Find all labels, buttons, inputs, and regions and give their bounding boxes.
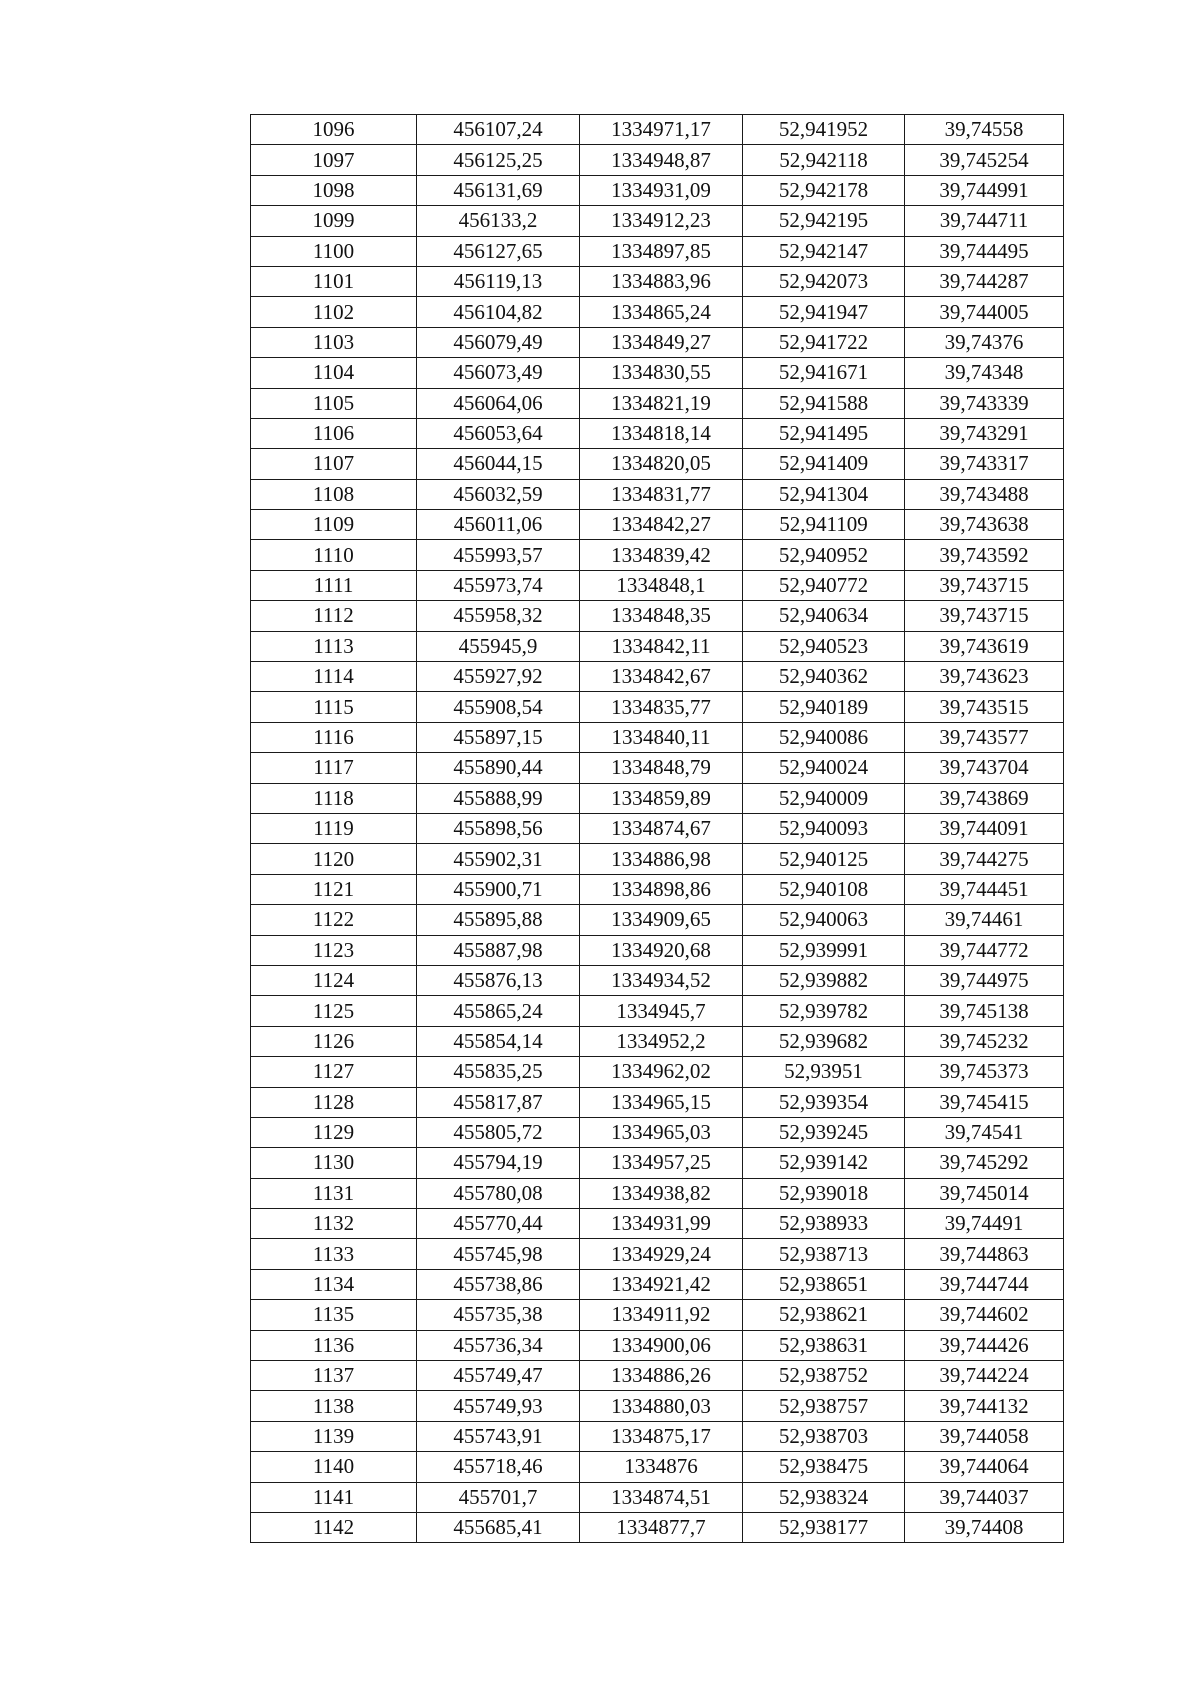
longitude-cell: 39,745232 bbox=[905, 1026, 1064, 1056]
table-row bbox=[251, 1026, 1064, 1056]
y-coordinate-cell: 1334965,03 bbox=[580, 1117, 743, 1147]
table-row bbox=[251, 540, 1064, 570]
y-coordinate-cell: 1334848,35 bbox=[580, 601, 743, 631]
point-number-cell: 1134 bbox=[251, 1269, 417, 1299]
y-coordinate-cell: 1334821,19 bbox=[580, 388, 743, 418]
x-coordinate-cell: 455897,15 bbox=[417, 722, 580, 752]
latitude-cell: 52,939991 bbox=[743, 935, 905, 965]
x-coordinate-cell: 455876,13 bbox=[417, 965, 580, 995]
y-coordinate-cell: 1334929,24 bbox=[580, 1239, 743, 1269]
point-number-cell: 1126 bbox=[251, 1026, 417, 1056]
longitude-cell: 39,745254 bbox=[905, 145, 1064, 175]
table-row bbox=[251, 1421, 1064, 1451]
x-coordinate-cell: 455898,56 bbox=[417, 813, 580, 843]
y-coordinate-cell: 1334931,09 bbox=[580, 175, 743, 205]
latitude-cell: 52,93951 bbox=[743, 1057, 905, 1087]
longitude-cell: 39,745138 bbox=[905, 996, 1064, 1026]
x-coordinate-cell: 456079,49 bbox=[417, 327, 580, 357]
y-coordinate-cell: 1334842,11 bbox=[580, 631, 743, 661]
longitude-cell: 39,744287 bbox=[905, 266, 1064, 296]
point-number-cell: 1139 bbox=[251, 1421, 417, 1451]
point-number-cell: 1109 bbox=[251, 510, 417, 540]
point-number-cell: 1110 bbox=[251, 540, 417, 570]
y-coordinate-cell: 1334831,77 bbox=[580, 479, 743, 509]
longitude-cell: 39,743704 bbox=[905, 753, 1064, 783]
x-coordinate-cell: 456127,65 bbox=[417, 236, 580, 266]
latitude-cell: 52,938621 bbox=[743, 1300, 905, 1330]
latitude-cell: 52,942118 bbox=[743, 145, 905, 175]
x-coordinate-cell: 455895,88 bbox=[417, 905, 580, 935]
x-coordinate-cell: 456073,49 bbox=[417, 358, 580, 388]
longitude-cell: 39,744602 bbox=[905, 1300, 1064, 1330]
table-row bbox=[251, 692, 1064, 722]
latitude-cell: 52,938631 bbox=[743, 1330, 905, 1360]
point-number-cell: 1106 bbox=[251, 418, 417, 448]
point-number-cell: 1140 bbox=[251, 1452, 417, 1482]
latitude-cell: 52,938324 bbox=[743, 1482, 905, 1512]
longitude-cell: 39,743638 bbox=[905, 510, 1064, 540]
latitude-cell: 52,939245 bbox=[743, 1117, 905, 1147]
longitude-cell: 39,74558 bbox=[905, 115, 1064, 145]
y-coordinate-cell: 1334898,86 bbox=[580, 874, 743, 904]
point-number-cell: 1099 bbox=[251, 206, 417, 236]
table-row bbox=[251, 479, 1064, 509]
latitude-cell: 52,942073 bbox=[743, 266, 905, 296]
longitude-cell: 39,743339 bbox=[905, 388, 1064, 418]
y-coordinate-cell: 1334897,85 bbox=[580, 236, 743, 266]
table-row bbox=[251, 722, 1064, 752]
longitude-cell: 39,744064 bbox=[905, 1452, 1064, 1482]
x-coordinate-cell: 455958,32 bbox=[417, 601, 580, 631]
longitude-cell: 39,743619 bbox=[905, 631, 1064, 661]
point-number-cell: 1108 bbox=[251, 479, 417, 509]
y-coordinate-cell: 1334859,89 bbox=[580, 783, 743, 813]
x-coordinate-cell: 455780,08 bbox=[417, 1178, 580, 1208]
table-row bbox=[251, 297, 1064, 327]
longitude-cell: 39,744772 bbox=[905, 935, 1064, 965]
table-row bbox=[251, 905, 1064, 935]
latitude-cell: 52,938713 bbox=[743, 1239, 905, 1269]
y-coordinate-cell: 1334911,92 bbox=[580, 1300, 743, 1330]
longitude-cell: 39,743317 bbox=[905, 449, 1064, 479]
y-coordinate-cell: 1334874,51 bbox=[580, 1482, 743, 1512]
latitude-cell: 52,940009 bbox=[743, 783, 905, 813]
latitude-cell: 52,942195 bbox=[743, 206, 905, 236]
y-coordinate-cell: 1334820,05 bbox=[580, 449, 743, 479]
latitude-cell: 52,938757 bbox=[743, 1391, 905, 1421]
y-coordinate-cell: 1334945,7 bbox=[580, 996, 743, 1026]
latitude-cell: 52,939882 bbox=[743, 965, 905, 995]
y-coordinate-cell: 1334965,15 bbox=[580, 1087, 743, 1117]
point-number-cell: 1138 bbox=[251, 1391, 417, 1421]
table-row bbox=[251, 449, 1064, 479]
latitude-cell: 52,942147 bbox=[743, 236, 905, 266]
longitude-cell: 39,743488 bbox=[905, 479, 1064, 509]
point-number-cell: 1128 bbox=[251, 1087, 417, 1117]
latitude-cell: 52,941952 bbox=[743, 115, 905, 145]
latitude-cell: 52,940952 bbox=[743, 540, 905, 570]
longitude-cell: 39,745292 bbox=[905, 1148, 1064, 1178]
y-coordinate-cell: 1334931,99 bbox=[580, 1209, 743, 1239]
latitude-cell: 52,941947 bbox=[743, 297, 905, 327]
point-number-cell: 1117 bbox=[251, 753, 417, 783]
latitude-cell: 52,941495 bbox=[743, 418, 905, 448]
coordinates-table bbox=[250, 114, 1064, 1543]
x-coordinate-cell: 455685,41 bbox=[417, 1512, 580, 1542]
point-number-cell: 1137 bbox=[251, 1361, 417, 1391]
x-coordinate-cell: 456032,59 bbox=[417, 479, 580, 509]
x-coordinate-cell: 455817,87 bbox=[417, 1087, 580, 1117]
x-coordinate-cell: 455770,44 bbox=[417, 1209, 580, 1239]
point-number-cell: 1131 bbox=[251, 1178, 417, 1208]
table-row bbox=[251, 1057, 1064, 1087]
point-number-cell: 1120 bbox=[251, 844, 417, 874]
latitude-cell: 52,941671 bbox=[743, 358, 905, 388]
y-coordinate-cell: 1334886,26 bbox=[580, 1361, 743, 1391]
table-row bbox=[251, 145, 1064, 175]
latitude-cell: 52,941722 bbox=[743, 327, 905, 357]
longitude-cell: 39,743592 bbox=[905, 540, 1064, 570]
y-coordinate-cell: 1334880,03 bbox=[580, 1391, 743, 1421]
point-number-cell: 1125 bbox=[251, 996, 417, 1026]
y-coordinate-cell: 1334934,52 bbox=[580, 965, 743, 995]
x-coordinate-cell: 455735,38 bbox=[417, 1300, 580, 1330]
table-row bbox=[251, 874, 1064, 904]
x-coordinate-cell: 456044,15 bbox=[417, 449, 580, 479]
point-number-cell: 1118 bbox=[251, 783, 417, 813]
table-row bbox=[251, 813, 1064, 843]
y-coordinate-cell: 1334962,02 bbox=[580, 1057, 743, 1087]
y-coordinate-cell: 1334848,1 bbox=[580, 570, 743, 600]
table-row bbox=[251, 965, 1064, 995]
y-coordinate-cell: 1334886,98 bbox=[580, 844, 743, 874]
longitude-cell: 39,744091 bbox=[905, 813, 1064, 843]
latitude-cell: 52,940634 bbox=[743, 601, 905, 631]
table-row bbox=[251, 570, 1064, 600]
latitude-cell: 52,940772 bbox=[743, 570, 905, 600]
table-row bbox=[251, 1178, 1064, 1208]
latitude-cell: 52,939682 bbox=[743, 1026, 905, 1056]
table-row bbox=[251, 1269, 1064, 1299]
latitude-cell: 52,940063 bbox=[743, 905, 905, 935]
table-row bbox=[251, 175, 1064, 205]
x-coordinate-cell: 455973,74 bbox=[417, 570, 580, 600]
y-coordinate-cell: 1334921,42 bbox=[580, 1269, 743, 1299]
table-row bbox=[251, 601, 1064, 631]
table-row bbox=[251, 388, 1064, 418]
longitude-cell: 39,745415 bbox=[905, 1087, 1064, 1117]
table-row bbox=[251, 327, 1064, 357]
latitude-cell: 52,940086 bbox=[743, 722, 905, 752]
y-coordinate-cell: 1334909,65 bbox=[580, 905, 743, 935]
table-row bbox=[251, 1330, 1064, 1360]
point-number-cell: 1119 bbox=[251, 813, 417, 843]
latitude-cell: 52,941588 bbox=[743, 388, 905, 418]
longitude-cell: 39,74461 bbox=[905, 905, 1064, 935]
x-coordinate-cell: 456133,2 bbox=[417, 206, 580, 236]
y-coordinate-cell: 1334848,79 bbox=[580, 753, 743, 783]
x-coordinate-cell: 455854,14 bbox=[417, 1026, 580, 1056]
x-coordinate-cell: 455993,57 bbox=[417, 540, 580, 570]
point-number-cell: 1107 bbox=[251, 449, 417, 479]
table-row bbox=[251, 236, 1064, 266]
y-coordinate-cell: 1334875,17 bbox=[580, 1421, 743, 1451]
latitude-cell: 52,940362 bbox=[743, 662, 905, 692]
latitude-cell: 52,939354 bbox=[743, 1087, 905, 1117]
table-row bbox=[251, 662, 1064, 692]
latitude-cell: 52,938933 bbox=[743, 1209, 905, 1239]
y-coordinate-cell: 1334912,23 bbox=[580, 206, 743, 236]
longitude-cell: 39,744451 bbox=[905, 874, 1064, 904]
longitude-cell: 39,744224 bbox=[905, 1361, 1064, 1391]
longitude-cell: 39,744991 bbox=[905, 175, 1064, 205]
x-coordinate-cell: 455927,92 bbox=[417, 662, 580, 692]
y-coordinate-cell: 1334874,67 bbox=[580, 813, 743, 843]
point-number-cell: 1136 bbox=[251, 1330, 417, 1360]
point-number-cell: 1132 bbox=[251, 1209, 417, 1239]
coordinates-table-body bbox=[251, 115, 1064, 1543]
y-coordinate-cell: 1334948,87 bbox=[580, 145, 743, 175]
point-number-cell: 1135 bbox=[251, 1300, 417, 1330]
table-row bbox=[251, 783, 1064, 813]
longitude-cell: 39,743577 bbox=[905, 722, 1064, 752]
table-row bbox=[251, 1087, 1064, 1117]
longitude-cell: 39,744058 bbox=[905, 1421, 1064, 1451]
longitude-cell: 39,745373 bbox=[905, 1057, 1064, 1087]
x-coordinate-cell: 455794,19 bbox=[417, 1148, 580, 1178]
x-coordinate-cell: 455749,93 bbox=[417, 1391, 580, 1421]
table-row bbox=[251, 631, 1064, 661]
point-number-cell: 1116 bbox=[251, 722, 417, 752]
x-coordinate-cell: 456125,25 bbox=[417, 145, 580, 175]
x-coordinate-cell: 455805,72 bbox=[417, 1117, 580, 1147]
x-coordinate-cell: 455835,25 bbox=[417, 1057, 580, 1087]
longitude-cell: 39,743515 bbox=[905, 692, 1064, 722]
latitude-cell: 52,942178 bbox=[743, 175, 905, 205]
point-number-cell: 1127 bbox=[251, 1057, 417, 1087]
latitude-cell: 52,941304 bbox=[743, 479, 905, 509]
point-number-cell: 1114 bbox=[251, 662, 417, 692]
y-coordinate-cell: 1334876 bbox=[580, 1452, 743, 1482]
table-row bbox=[251, 1300, 1064, 1330]
x-coordinate-cell: 455743,91 bbox=[417, 1421, 580, 1451]
table-row bbox=[251, 1391, 1064, 1421]
longitude-cell: 39,744426 bbox=[905, 1330, 1064, 1360]
table-row bbox=[251, 935, 1064, 965]
table-row bbox=[251, 358, 1064, 388]
longitude-cell: 39,744275 bbox=[905, 844, 1064, 874]
y-coordinate-cell: 1334865,24 bbox=[580, 297, 743, 327]
longitude-cell: 39,74376 bbox=[905, 327, 1064, 357]
latitude-cell: 52,941109 bbox=[743, 510, 905, 540]
table-row bbox=[251, 1148, 1064, 1178]
longitude-cell: 39,744863 bbox=[905, 1239, 1064, 1269]
point-number-cell: 1122 bbox=[251, 905, 417, 935]
x-coordinate-cell: 456011,06 bbox=[417, 510, 580, 540]
longitude-cell: 39,744495 bbox=[905, 236, 1064, 266]
y-coordinate-cell: 1334818,14 bbox=[580, 418, 743, 448]
longitude-cell: 39,743291 bbox=[905, 418, 1064, 448]
point-number-cell: 1103 bbox=[251, 327, 417, 357]
longitude-cell: 39,744037 bbox=[905, 1482, 1064, 1512]
table-row bbox=[251, 1239, 1064, 1269]
latitude-cell: 52,940024 bbox=[743, 753, 905, 783]
x-coordinate-cell: 455701,7 bbox=[417, 1482, 580, 1512]
longitude-cell: 39,743869 bbox=[905, 783, 1064, 813]
y-coordinate-cell: 1334883,96 bbox=[580, 266, 743, 296]
point-number-cell: 1141 bbox=[251, 1482, 417, 1512]
table-row bbox=[251, 996, 1064, 1026]
y-coordinate-cell: 1334900,06 bbox=[580, 1330, 743, 1360]
table-row bbox=[251, 1117, 1064, 1147]
y-coordinate-cell: 1334830,55 bbox=[580, 358, 743, 388]
latitude-cell: 52,939142 bbox=[743, 1148, 905, 1178]
y-coordinate-cell: 1334957,25 bbox=[580, 1148, 743, 1178]
x-coordinate-cell: 455749,47 bbox=[417, 1361, 580, 1391]
longitude-cell: 39,745014 bbox=[905, 1178, 1064, 1208]
point-number-cell: 1123 bbox=[251, 935, 417, 965]
latitude-cell: 52,940189 bbox=[743, 692, 905, 722]
latitude-cell: 52,941409 bbox=[743, 449, 905, 479]
table-row bbox=[251, 266, 1064, 296]
x-coordinate-cell: 456104,82 bbox=[417, 297, 580, 327]
point-number-cell: 1105 bbox=[251, 388, 417, 418]
point-number-cell: 1102 bbox=[251, 297, 417, 327]
point-number-cell: 1100 bbox=[251, 236, 417, 266]
table-row bbox=[251, 1361, 1064, 1391]
x-coordinate-cell: 455718,46 bbox=[417, 1452, 580, 1482]
point-number-cell: 1142 bbox=[251, 1512, 417, 1542]
point-number-cell: 1129 bbox=[251, 1117, 417, 1147]
table-row bbox=[251, 418, 1064, 448]
longitude-cell: 39,744005 bbox=[905, 297, 1064, 327]
x-coordinate-cell: 456119,13 bbox=[417, 266, 580, 296]
y-coordinate-cell: 1334839,42 bbox=[580, 540, 743, 570]
latitude-cell: 52,938752 bbox=[743, 1361, 905, 1391]
y-coordinate-cell: 1334920,68 bbox=[580, 935, 743, 965]
y-coordinate-cell: 1334840,11 bbox=[580, 722, 743, 752]
latitude-cell: 52,939018 bbox=[743, 1178, 905, 1208]
x-coordinate-cell: 455888,99 bbox=[417, 783, 580, 813]
y-coordinate-cell: 1334849,27 bbox=[580, 327, 743, 357]
point-number-cell: 1097 bbox=[251, 145, 417, 175]
table-row bbox=[251, 510, 1064, 540]
latitude-cell: 52,940125 bbox=[743, 844, 905, 874]
longitude-cell: 39,743715 bbox=[905, 570, 1064, 600]
point-number-cell: 1098 bbox=[251, 175, 417, 205]
table-row bbox=[251, 844, 1064, 874]
table-row bbox=[251, 115, 1064, 145]
latitude-cell: 52,938475 bbox=[743, 1452, 905, 1482]
x-coordinate-cell: 456064,06 bbox=[417, 388, 580, 418]
latitude-cell: 52,939782 bbox=[743, 996, 905, 1026]
latitude-cell: 52,938651 bbox=[743, 1269, 905, 1299]
longitude-cell: 39,744132 bbox=[905, 1391, 1064, 1421]
x-coordinate-cell: 456131,69 bbox=[417, 175, 580, 205]
x-coordinate-cell: 455887,98 bbox=[417, 935, 580, 965]
x-coordinate-cell: 455745,98 bbox=[417, 1239, 580, 1269]
longitude-cell: 39,74348 bbox=[905, 358, 1064, 388]
y-coordinate-cell: 1334842,67 bbox=[580, 662, 743, 692]
latitude-cell: 52,940108 bbox=[743, 874, 905, 904]
y-coordinate-cell: 1334877,7 bbox=[580, 1512, 743, 1542]
x-coordinate-cell: 455900,71 bbox=[417, 874, 580, 904]
point-number-cell: 1124 bbox=[251, 965, 417, 995]
point-number-cell: 1101 bbox=[251, 266, 417, 296]
longitude-cell: 39,744744 bbox=[905, 1269, 1064, 1299]
x-coordinate-cell: 455908,54 bbox=[417, 692, 580, 722]
y-coordinate-cell: 1334971,17 bbox=[580, 115, 743, 145]
table-row bbox=[251, 1209, 1064, 1239]
x-coordinate-cell: 456053,64 bbox=[417, 418, 580, 448]
point-number-cell: 1112 bbox=[251, 601, 417, 631]
x-coordinate-cell: 455736,34 bbox=[417, 1330, 580, 1360]
point-number-cell: 1096 bbox=[251, 115, 417, 145]
longitude-cell: 39,744975 bbox=[905, 965, 1064, 995]
table-row bbox=[251, 1512, 1064, 1542]
x-coordinate-cell: 455945,9 bbox=[417, 631, 580, 661]
longitude-cell: 39,743715 bbox=[905, 601, 1064, 631]
x-coordinate-cell: 455890,44 bbox=[417, 753, 580, 783]
x-coordinate-cell: 455865,24 bbox=[417, 996, 580, 1026]
longitude-cell: 39,744711 bbox=[905, 206, 1064, 236]
point-number-cell: 1111 bbox=[251, 570, 417, 600]
latitude-cell: 52,940093 bbox=[743, 813, 905, 843]
table-row bbox=[251, 1452, 1064, 1482]
point-number-cell: 1130 bbox=[251, 1148, 417, 1178]
longitude-cell: 39,74491 bbox=[905, 1209, 1064, 1239]
x-coordinate-cell: 455902,31 bbox=[417, 844, 580, 874]
point-number-cell: 1113 bbox=[251, 631, 417, 661]
y-coordinate-cell: 1334835,77 bbox=[580, 692, 743, 722]
point-number-cell: 1115 bbox=[251, 692, 417, 722]
point-number-cell: 1104 bbox=[251, 358, 417, 388]
x-coordinate-cell: 456107,24 bbox=[417, 115, 580, 145]
latitude-cell: 52,938177 bbox=[743, 1512, 905, 1542]
x-coordinate-cell: 455738,86 bbox=[417, 1269, 580, 1299]
table-row bbox=[251, 206, 1064, 236]
latitude-cell: 52,938703 bbox=[743, 1421, 905, 1451]
latitude-cell: 52,940523 bbox=[743, 631, 905, 661]
y-coordinate-cell: 1334842,27 bbox=[580, 510, 743, 540]
longitude-cell: 39,74541 bbox=[905, 1117, 1064, 1147]
point-number-cell: 1133 bbox=[251, 1239, 417, 1269]
longitude-cell: 39,743623 bbox=[905, 662, 1064, 692]
table-row bbox=[251, 1482, 1064, 1512]
point-number-cell: 1121 bbox=[251, 874, 417, 904]
y-coordinate-cell: 1334952,2 bbox=[580, 1026, 743, 1056]
y-coordinate-cell: 1334938,82 bbox=[580, 1178, 743, 1208]
table-row bbox=[251, 753, 1064, 783]
longitude-cell: 39,74408 bbox=[905, 1512, 1064, 1542]
